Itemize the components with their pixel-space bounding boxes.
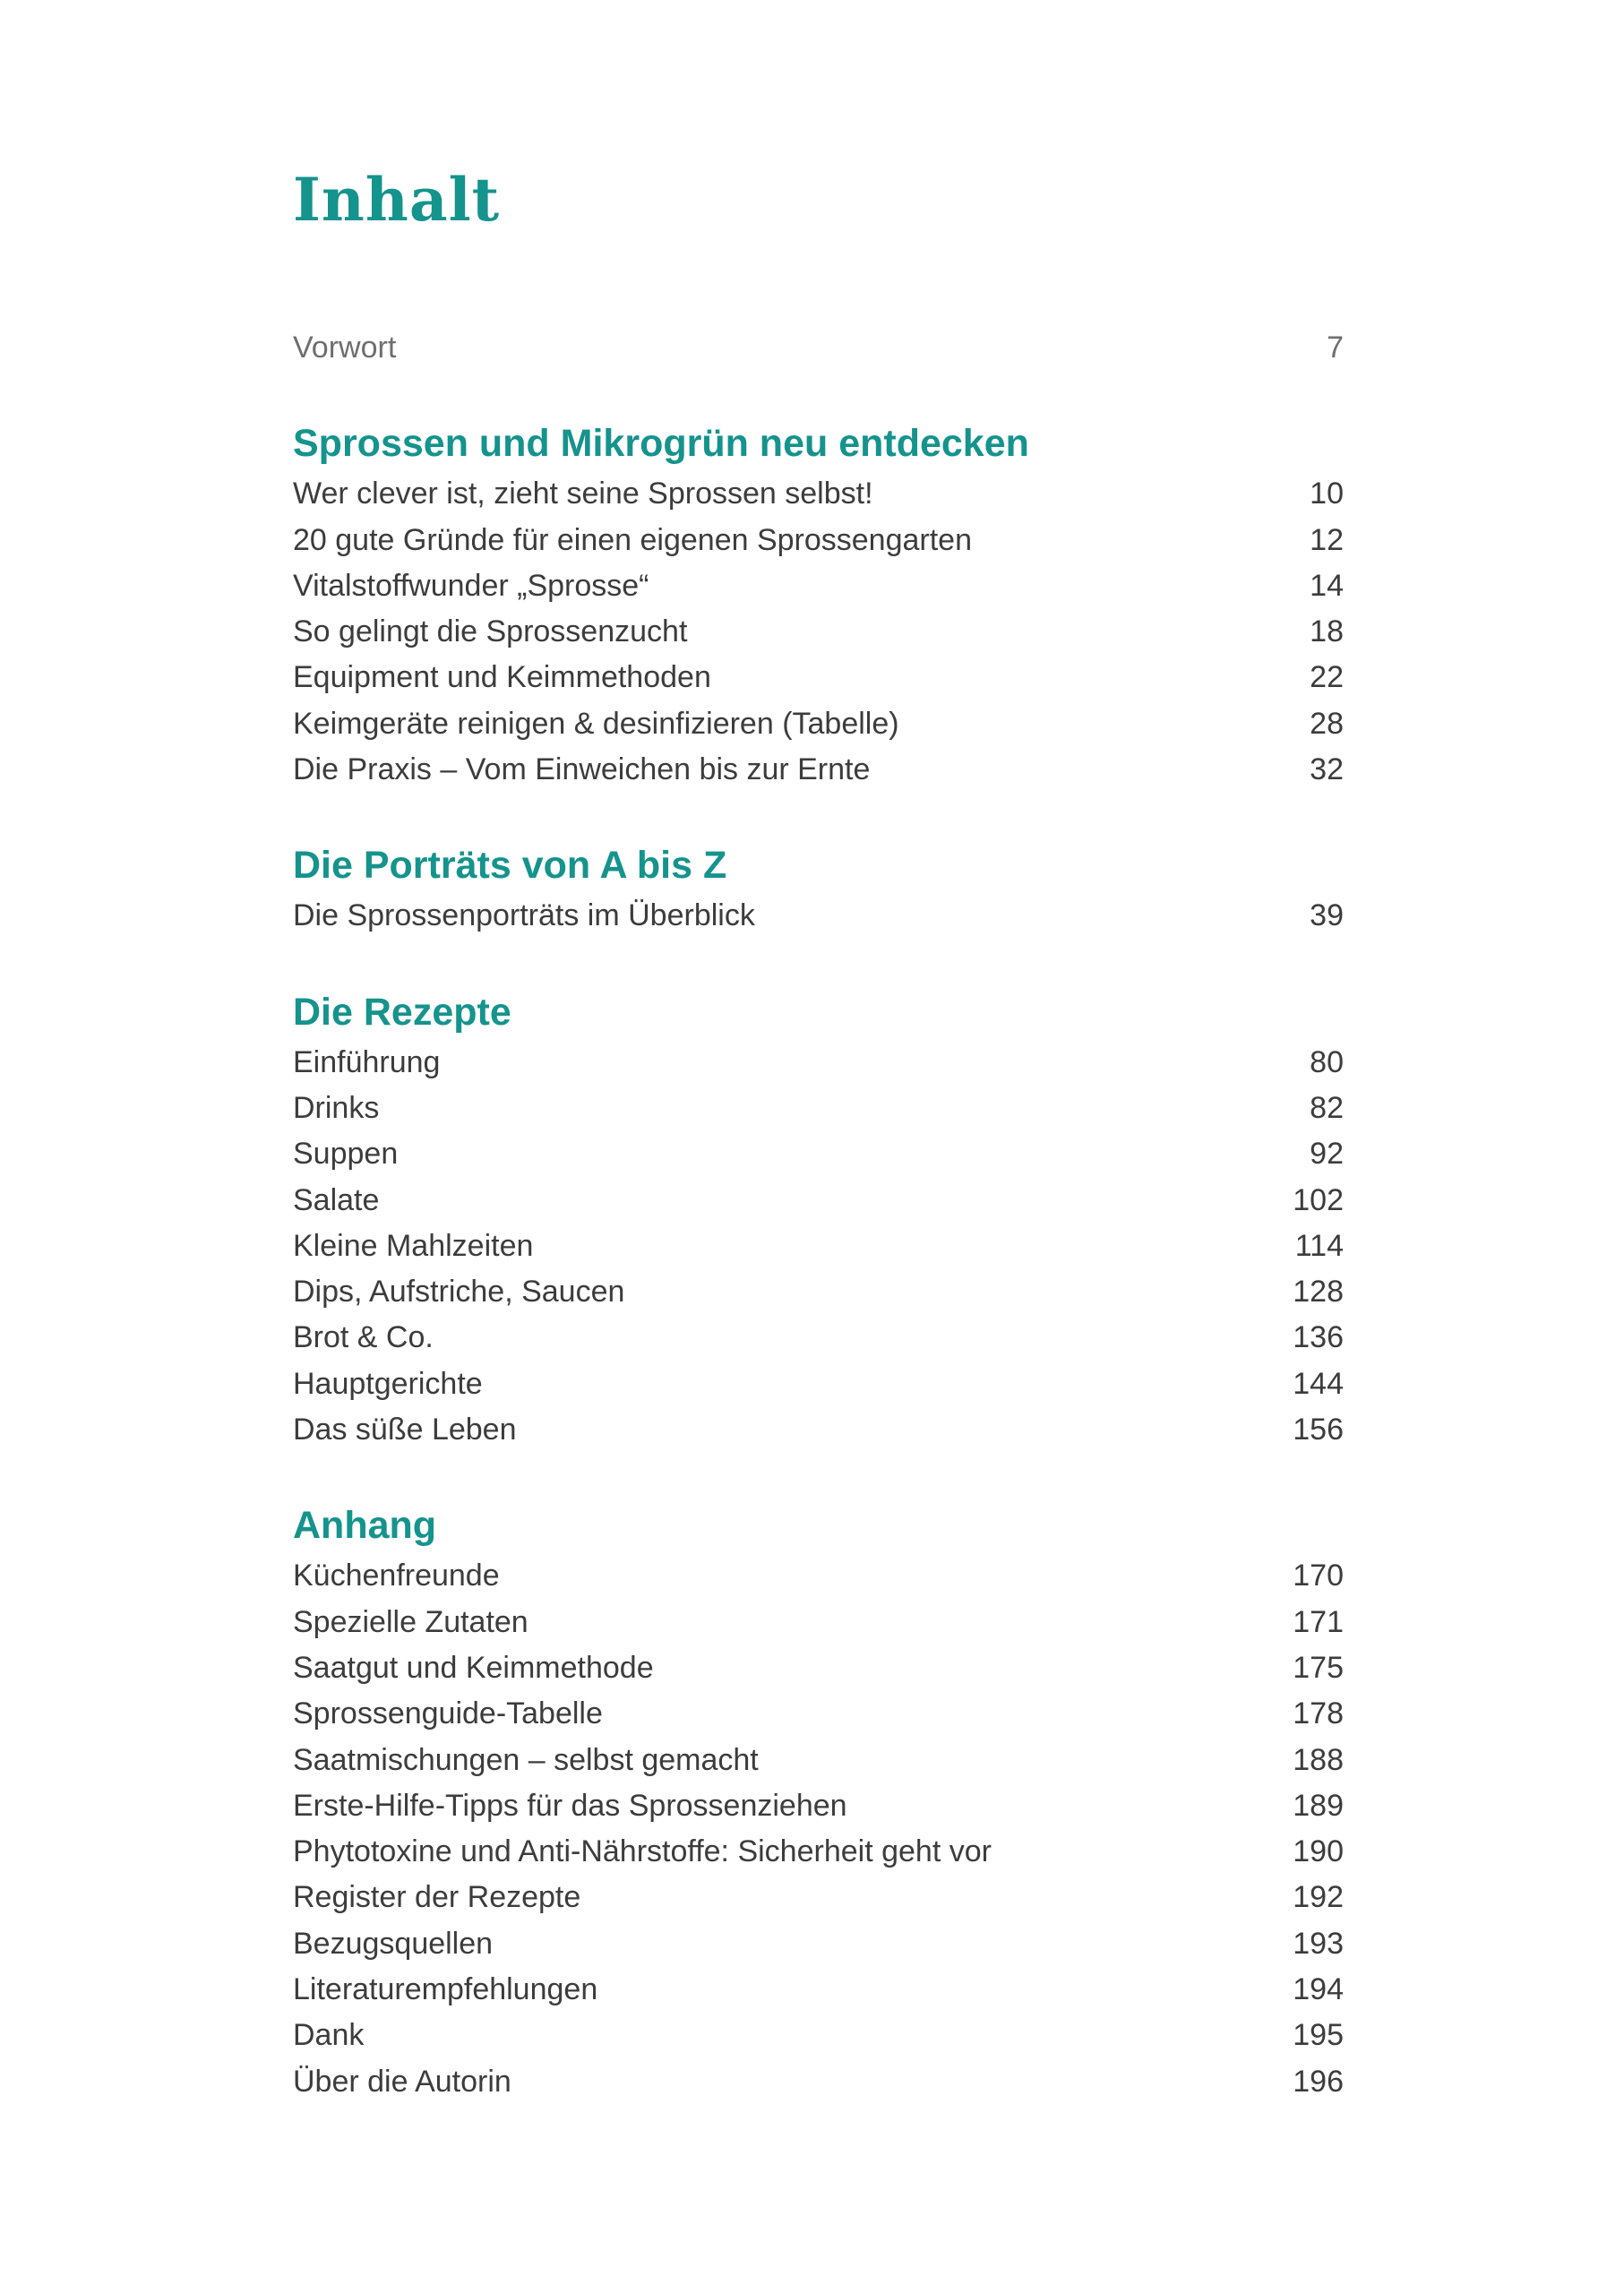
toc-section [293, 416, 1344, 793]
toc-entry-label: Die Sprossenporträts im Überblick [293, 898, 755, 933]
toc-entry[interactable] [293, 1269, 1344, 1315]
toc-entry-page: 192 [1293, 1880, 1344, 1915]
toc-entry-label: Über die Autorin [293, 2064, 511, 2099]
toc-entry-label: Drinks [293, 1090, 380, 1125]
toc-entry[interactable] [293, 2059, 1344, 2105]
toc-entry-page: 10 [1310, 477, 1344, 511]
section-heading[interactable]: Anhang [293, 1504, 437, 1548]
toc-entry-page: 175 [1293, 1650, 1344, 1685]
toc-entry-label: So gelingt die Sprossenzucht [293, 614, 688, 649]
toc-entry[interactable] [293, 1829, 1344, 1875]
toc-entry[interactable] [293, 1086, 1344, 1131]
toc-entry-foreword[interactable] [293, 325, 1344, 371]
toc-entry-label: Phytotoxine und Anti-Nährstoffe: Sicherheit geht vor [293, 1834, 992, 1869]
page-title: Inhalt [293, 165, 501, 235]
toc-entry-page: 136 [1293, 1320, 1344, 1355]
toc-entry[interactable] [293, 1131, 1344, 1177]
toc-entry-page: 170 [1293, 1559, 1344, 1593]
toc-entry-page: 196 [1293, 2064, 1344, 2099]
toc-entry-label: Saatmischungen – selbst gemacht [293, 1742, 759, 1777]
toc-entry-label: Suppen [293, 1137, 399, 1172]
toc-section [293, 1498, 1344, 2105]
toc-entry-label: Küchenfreunde [293, 1559, 500, 1593]
toc-entry-page: 144 [1293, 1366, 1344, 1401]
toc-entry-page: 28 [1310, 706, 1344, 741]
toc-entry-page: 82 [1310, 1090, 1344, 1125]
toc-entry-label: Die Praxis – Vom Einweichen bis zur Ernte [293, 752, 871, 787]
toc-entry-page: 18 [1310, 614, 1344, 649]
toc-entry-label: Brot & Co. [293, 1320, 434, 1355]
toc-entry[interactable] [293, 1645, 1344, 1691]
section-heading[interactable]: Die Porträts von A bis Z [293, 844, 727, 888]
toc-entry-page: 190 [1293, 1834, 1344, 1869]
toc-entry-page: 32 [1310, 752, 1344, 787]
toc-entry-label: Vorwort [293, 331, 397, 365]
toc-entry-page: 171 [1293, 1604, 1344, 1639]
toc-entry[interactable] [293, 655, 1344, 700]
toc-entry-label: Vitalstoffwunder „Sprosse“ [293, 568, 649, 603]
toc-entry-page: 194 [1293, 1972, 1344, 2007]
toc-entry[interactable] [293, 701, 1344, 747]
toc-entry-label: Dips, Aufstriche, Saucen [293, 1275, 625, 1310]
toc-entry[interactable] [293, 1040, 1344, 1086]
toc-entry[interactable] [293, 2013, 1344, 2058]
toc-entry-label: Einführung [293, 1044, 441, 1079]
toc-entry-page: 195 [1293, 2018, 1344, 2053]
toc-entry-label: Sprossenguide-Tabelle [293, 1696, 603, 1731]
toc-entry-label: Salate [293, 1182, 380, 1217]
toc-entry-label: Dank [293, 2018, 365, 2053]
toc-entry-label: 20 gute Gründe für einen eigenen Sprossengarten [293, 522, 972, 557]
toc-entry[interactable] [293, 1691, 1344, 1737]
toc-entry-label: Erste-Hilfe-Tipps für das Sprossenziehen [293, 1788, 847, 1823]
toc-entry[interactable] [293, 563, 1344, 609]
toc-entry-label: Equipment und Keimmethoden [293, 660, 711, 695]
toc-entry-page: 92 [1310, 1137, 1344, 1172]
toc-entry-page: 12 [1310, 522, 1344, 557]
toc-entry-page: 193 [1293, 1926, 1344, 1961]
toc-entry-page: 128 [1293, 1275, 1344, 1310]
toc-entry-page: 178 [1293, 1696, 1344, 1731]
section-heading[interactable]: Die Rezepte [293, 990, 511, 1034]
toc-entry[interactable] [293, 1875, 1344, 1920]
toc-entry[interactable] [293, 1553, 1344, 1599]
toc-entry-label: Wer clever ist, zieht seine Sprossen selbst! [293, 477, 873, 511]
toc-entry-label: Kleine Mahlzeiten [293, 1228, 534, 1263]
toc-entry-label: Literaturempfehlungen [293, 1972, 598, 2007]
toc-entry[interactable] [293, 893, 1344, 939]
section-heading[interactable]: Sprossen und Mikrogrün neu entdecken [293, 422, 1029, 466]
toc-entry[interactable] [293, 1407, 1344, 1453]
toc-entry[interactable] [293, 1921, 1344, 1967]
toc-entry-page: 7 [1327, 331, 1344, 365]
toc-entry[interactable] [293, 609, 1344, 655]
toc-entry-label: Saatgut und Keimmethode [293, 1650, 654, 1685]
toc-entry[interactable] [293, 1738, 1344, 1783]
toc-entry-page: 156 [1293, 1413, 1344, 1447]
table-of-contents [293, 325, 1344, 2105]
toc-entry-page: 22 [1310, 660, 1344, 695]
toc-entry-label: Bezugsquellen [293, 1926, 494, 1961]
toc-entry[interactable] [293, 747, 1344, 793]
toc-entry-label: Hauptgerichte [293, 1366, 483, 1401]
toc-entry[interactable] [293, 1315, 1344, 1361]
toc-entry[interactable] [293, 1361, 1344, 1407]
toc-entry-page: 80 [1310, 1044, 1344, 1079]
toc-entry-page: 102 [1293, 1182, 1344, 1217]
toc-entry-label: Keimgeräte reinigen & desinfizieren (Tabelle) [293, 706, 899, 741]
toc-entry-label: Spezielle Zutaten [293, 1604, 528, 1639]
toc-page [293, 0, 1344, 2293]
toc-section [293, 837, 1344, 939]
toc-entry[interactable] [293, 471, 1344, 517]
toc-entry-label: Das süße Leben [293, 1413, 517, 1447]
toc-entry[interactable] [293, 518, 1344, 563]
toc-entry-page: 39 [1310, 898, 1344, 933]
toc-section [293, 984, 1344, 1454]
toc-entry[interactable] [293, 1178, 1344, 1224]
toc-entry-page: 188 [1293, 1742, 1344, 1777]
toc-entry[interactable] [293, 1967, 1344, 2013]
toc-entry[interactable] [293, 1783, 1344, 1829]
toc-sections [293, 416, 1344, 2105]
toc-entry-page: 189 [1293, 1788, 1344, 1823]
toc-entry-page: 14 [1310, 568, 1344, 603]
toc-entry[interactable] [293, 1600, 1344, 1645]
toc-entry-page: 114 [1294, 1228, 1344, 1263]
toc-entry-label: Register der Rezepte [293, 1880, 581, 1915]
toc-entry[interactable] [293, 1224, 1344, 1269]
